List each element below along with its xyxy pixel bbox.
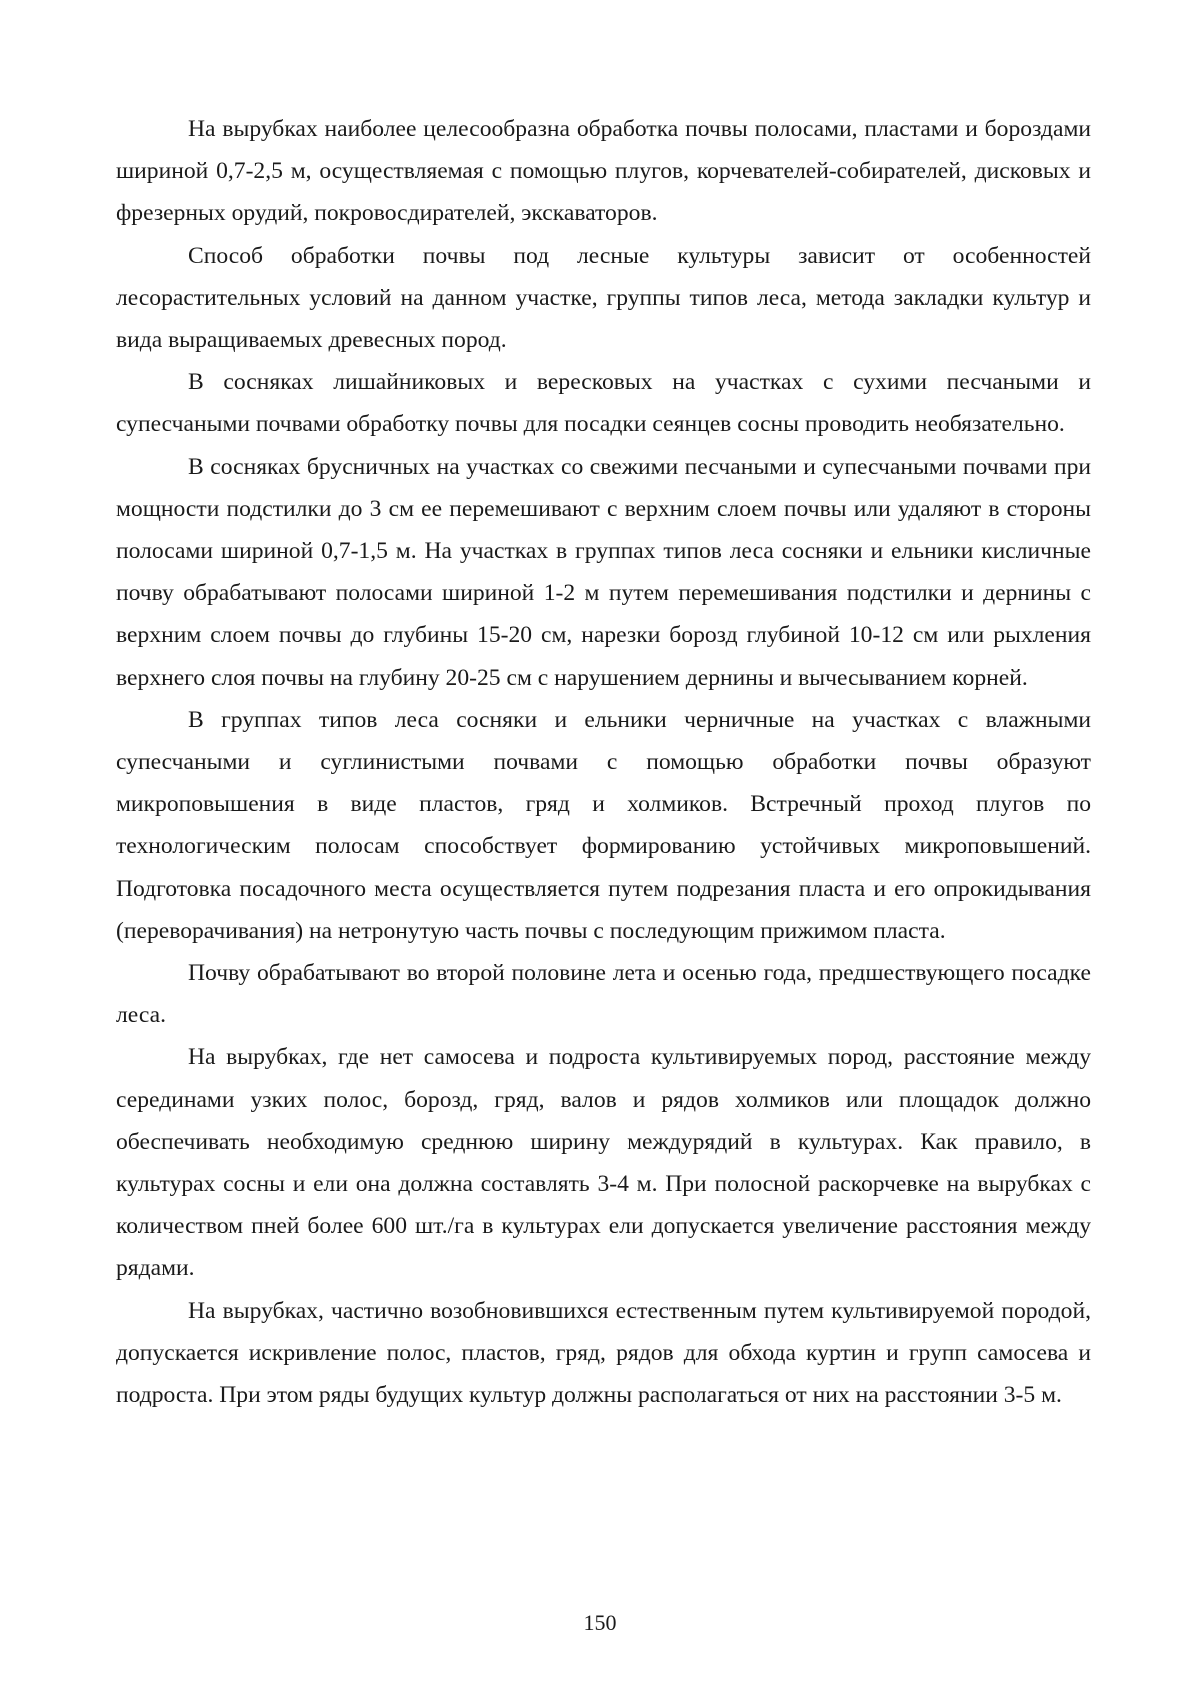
paragraph: Почву обрабатывают во второй половине лета и осенью года, предшествующего посадке леса. bbox=[116, 960, 1091, 1029]
page-number: 150 bbox=[583, 1610, 617, 1635]
paragraph: В группах типов леса сосняки и ельники черничные на участках с влажными супесчаными и суглинистыми почвами с помощью обработки почвы образуют микроповышения в виде пластов, гряд и холмиков. Встречный проход плугов по технологическим полосам способствует формированию устойчивых микроповышений. Подготовка посадочного места осуществляется путем подрезания пласта и его опрокидывания (переворачивания) на нетронутую часть почвы с последующим прижимом пласта. bbox=[116, 706, 1091, 944]
paragraph: Способ обработки почвы под лесные культуры зависит от особенностей лесорастительных условий на данном участке, группы типов леса, метода закладки культур и вида выращиваемых древесных пород. bbox=[116, 242, 1091, 354]
body-text bbox=[116, 108, 1091, 1416]
paragraph: На вырубках, частично возобновившихся естественным путем культивируемой породой, допускается искривление полос, пластов, гряд, рядов для обхода куртин и групп самосева и подроста. При этом ряды будущих культур должны располагаться от них на расстоянии 3-5 м. bbox=[116, 1297, 1091, 1409]
paragraph: На вырубках наиболее целесообразна обработка почвы полосами, пластами и бороздами шириной 0,7-2,5 м, осуществляемая с помощью плугов, корчевателей-собирателей, дисковых и фрезерных орудий, покровосдирателей, экскаваторов. bbox=[116, 116, 1091, 227]
paragraph: В сосняках лишайниковых и вересковых на участках с сухими песчаными и супесчаными почвами обработку почвы для посадки сеянцев сосны проводить необязательно. bbox=[116, 369, 1091, 438]
paragraph: На вырубках, где нет самосева и подроста культивируемых пород, расстояние между серединами узких полос, борозд, гряд, валов и рядов холмиков или площадок должно обеспечивать необходимую среднюю ширину междурядий в культурах. Как правило, в культурах сосны и ели она должна составлять 3-4 м. При полосной раскорчевке на вырубках с количеством пней более 600 шт./га в культурах ели допускается увеличение расстояния между рядами. bbox=[116, 1044, 1091, 1282]
paragraph: В сосняках брусничных на участках со свежими песчаными и супесчаными почвами при мощности подстилки до 3 см ее перемешивают с верхним слоем почвы или удаляют в стороны полосами шириной 0,7-1,5 м. На участках в группах типов леса сосняки и ельники кисличные почву обрабатывают полосами шириной 1-2 м путем перемешивания подстилки и дернины с верхним слоем почвы до глубины 15-20 см, нарезки борозд глубиной 10-12 см или рыхления верхнего слоя почвы на глубину 20-25 см с нарушением дернины и вычесыванием корней. bbox=[116, 453, 1091, 691]
